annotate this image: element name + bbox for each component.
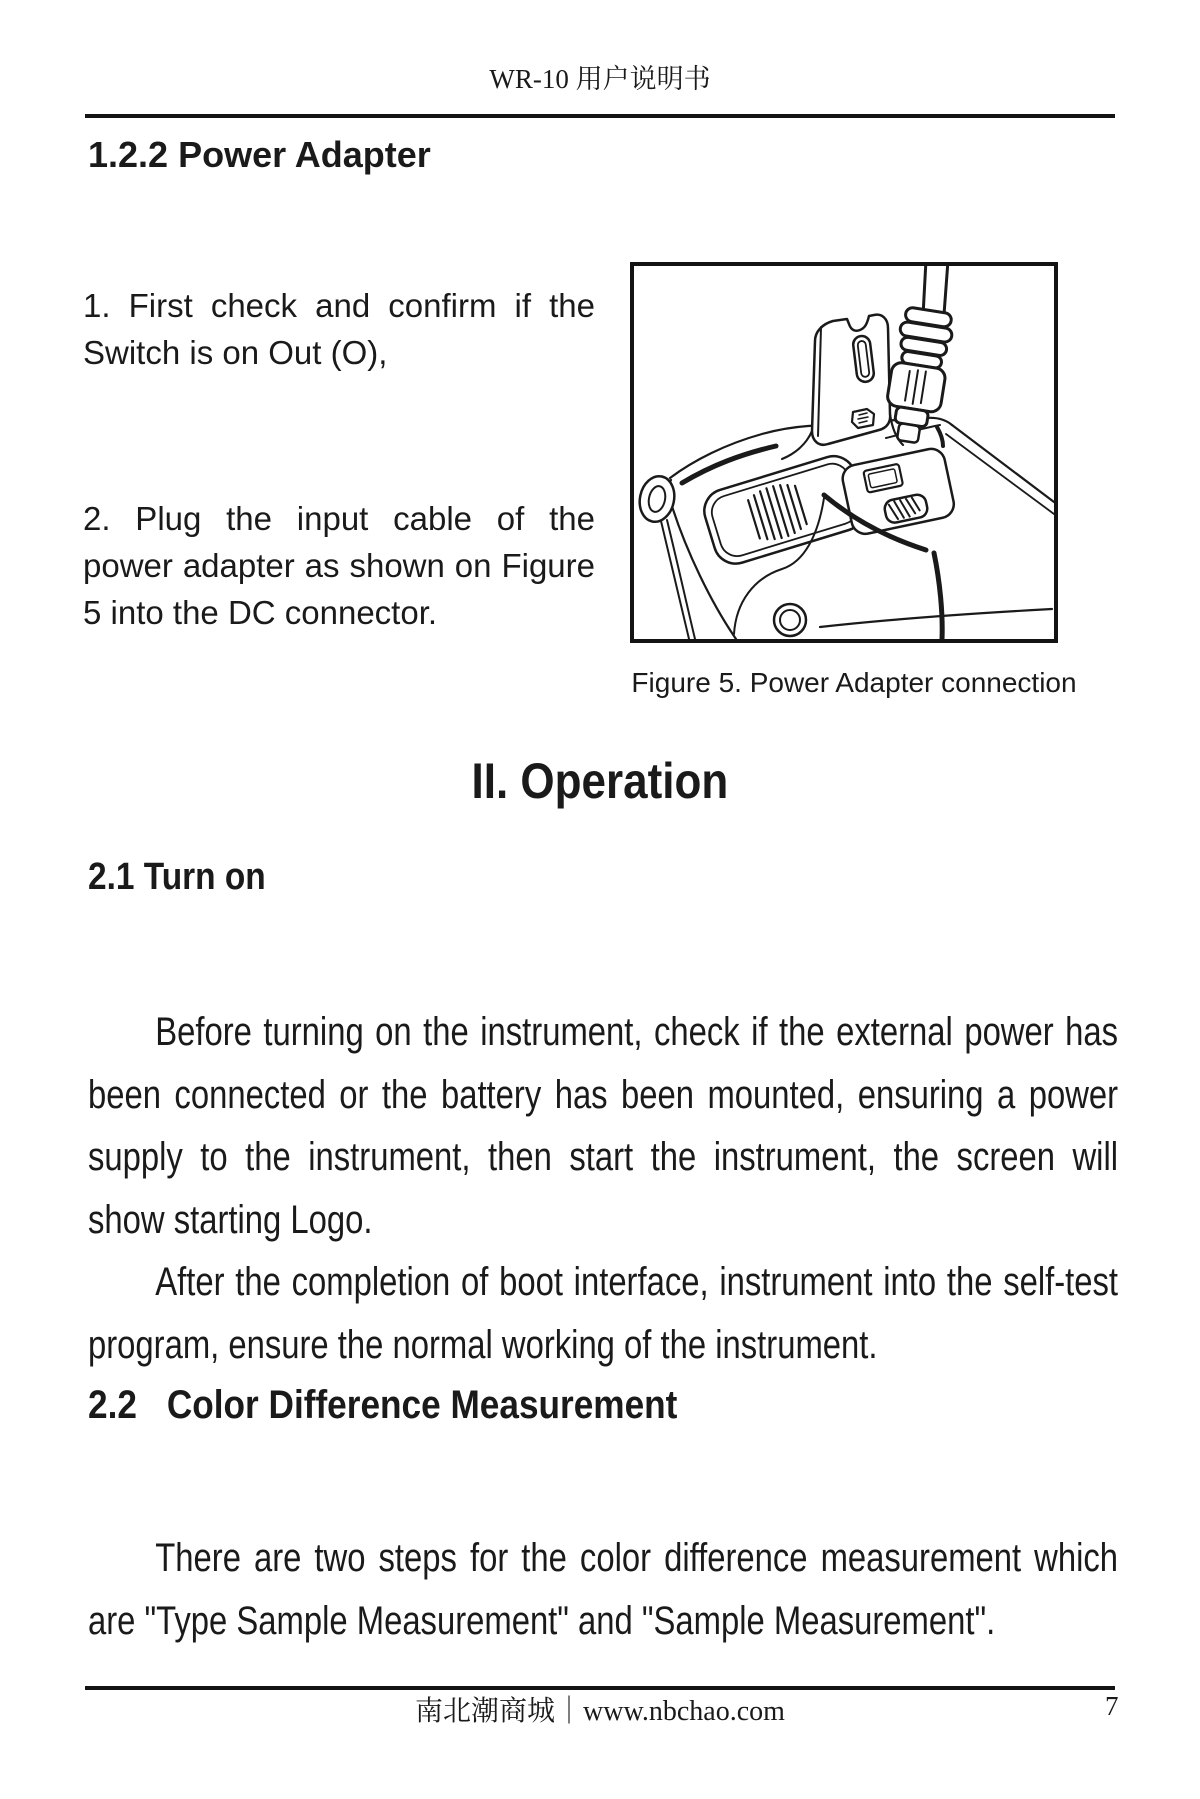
figure-5-box [630,262,1058,643]
section-number: 2.2 [88,1383,137,1427]
header-rule [85,114,1115,118]
turn-on-paragraph-1: Before turning on the instrument, check if the external power has been connected or the battery has been mounted, ensuring a power supply to the instrument, then start the instrument, the screen will show starting Logo. [88,1010,1119,1242]
page-number: 7 [1105,1691,1119,1721]
step-1-text: 1. First check and confirm if the Switch is on Out (O), [83,287,595,371]
figure-5-caption: Figure 5. Power Adapter connection [631,667,1077,698]
power-adapter-connection-illustration [634,266,1054,639]
color-difference-paragraph: There are two steps for the color difference measurement which are "Type Sample Measurement" and "Sample Measurement". [88,1536,1119,1643]
section-title: Color Difference Measurement [166,1383,678,1427]
chapter-heading-text: II. Operation [471,753,729,809]
footer-rule [85,1686,1115,1690]
section-heading-2-2 [88,1385,677,1425]
chapter-heading-operation [0,753,1200,809]
section-heading-2-1: 2.1 Turn on [88,856,266,898]
footer-site-text: 南北潮商城｜www.nbchao.com [415,1696,785,1727]
section-heading-1-2-2: 1.2.2 Power Adapter [88,134,431,175]
step-2-text: 2. Plug the input cable of the power adapter as shown on Figure 5 into the DC connector. [83,500,595,631]
page-header-title: WR-10 用户说明书 [489,64,711,94]
turn-on-paragraph-2: After the completion of boot interface, instrument into the self-test program, ensure the normal working of the instrument. [88,1260,1119,1367]
